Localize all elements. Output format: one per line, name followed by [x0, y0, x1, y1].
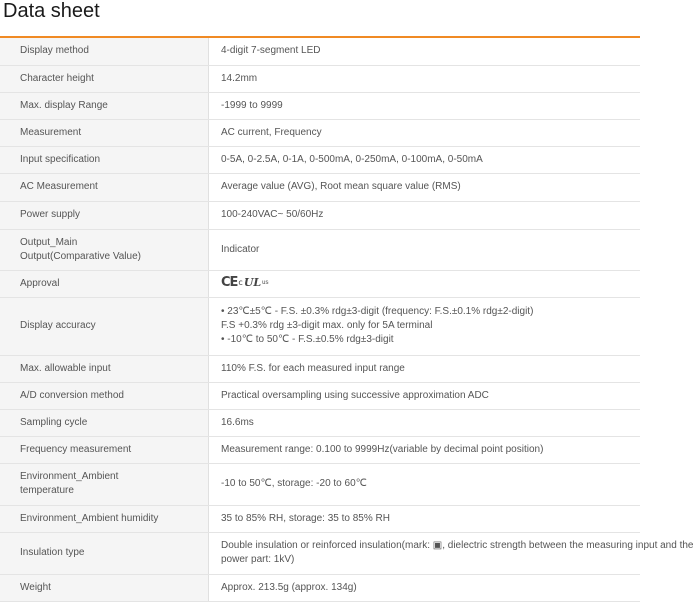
- spec-value-line: power part: 1kV): [221, 554, 295, 565]
- spec-label: [0, 297, 209, 355]
- certification-marks-icon: [221, 276, 269, 290]
- spec-value-line: Measurement range: 0.100 to 9999Hz(variable by decimal point position): [221, 443, 544, 455]
- spec-value: [209, 463, 641, 505]
- spec-row: [0, 574, 640, 601]
- spec-row: [0, 146, 640, 173]
- spec-label: [0, 355, 209, 382]
- spec-value: [209, 119, 641, 146]
- spec-value-line: • 23℃±5℃ - F.S. ±0.3% rdg±3-digit (frequency: F.S.±0.1% rdg±2-digit): [221, 306, 534, 317]
- spec-value-line: 4-digit 7-segment LED: [221, 45, 321, 57]
- spec-value-line: Practical oversampling using successive approximation ADC: [221, 389, 489, 401]
- page-title: Data sheet: [3, 0, 100, 22]
- data-sheet-table: [0, 38, 694, 602]
- spec-value-line: 16.6ms: [221, 416, 254, 428]
- spec-label-line: Weight: [20, 581, 51, 593]
- spec-value: [209, 92, 641, 119]
- spec-row: [0, 532, 640, 574]
- spec-row: [0, 270, 640, 297]
- ce-mark-icon: CE: [221, 275, 238, 290]
- spec-label: [0, 382, 209, 409]
- spec-label: [0, 409, 209, 436]
- spec-row: [0, 463, 640, 505]
- spec-value: [209, 201, 641, 229]
- spec-label-line: Max. allowable input: [20, 362, 111, 374]
- spec-label-line: Input specification: [20, 153, 101, 165]
- spec-label: [0, 270, 209, 297]
- us-mark: us: [262, 280, 269, 286]
- spec-value-line: Indicator: [221, 243, 260, 255]
- spec-value: [209, 173, 641, 201]
- spec-label-line: Output_Main: [20, 236, 78, 248]
- spec-value-line: Double insulation or reinforced insulation(mark: ▣, dielectric strength between the measuring input and the: [221, 540, 694, 551]
- spec-value-line: 14.2mm: [221, 72, 258, 84]
- spec-value: [209, 355, 641, 382]
- spec-row: [0, 38, 640, 65]
- spec-label-line: Environment_Ambient humidity: [20, 512, 159, 524]
- spec-label: [0, 65, 209, 92]
- spec-value-line: 35 to 85% RH, storage: 35 to 85% RH: [221, 512, 390, 524]
- spec-row: [0, 505, 640, 532]
- spec-value: [209, 38, 641, 65]
- spec-row: [0, 229, 640, 270]
- spec-label-line: Frequency measurement: [20, 443, 132, 455]
- spec-label: [0, 201, 209, 229]
- spec-label-line: Display accuracy: [20, 320, 96, 331]
- spec-label: [0, 92, 209, 119]
- ul-mark-icon: UL: [243, 276, 262, 289]
- spec-label-line: Environment_Ambient: [20, 471, 119, 482]
- spec-value-line: AC current, Frequency: [221, 126, 322, 138]
- spec-value: [209, 65, 641, 92]
- spec-value: [209, 574, 641, 601]
- spec-value-line: -10 to 50℃, storage: -20 to 60℃: [221, 478, 367, 489]
- spec-row: [0, 201, 640, 229]
- spec-label: [0, 229, 209, 270]
- spec-row: [0, 119, 640, 146]
- spec-value-line: 0-5A, 0-2.5A, 0-1A, 0-500mA, 0-250mA, 0-100mA, 0-50mA: [221, 153, 483, 165]
- c-mark: c: [238, 278, 243, 287]
- spec-value: [209, 409, 641, 436]
- spec-label-line: Character height: [20, 72, 94, 84]
- spec-row: [0, 382, 640, 409]
- spec-label-line: Display method: [20, 45, 89, 57]
- spec-value: [209, 146, 641, 173]
- spec-value-line: • -10℃ to 50℃ - F.S.±0.5% rdg±3-digit: [221, 334, 394, 345]
- spec-row: [0, 355, 640, 382]
- spec-value-line: 100-240VAC~ 50/60Hz: [221, 209, 324, 220]
- spec-label-line: Approval: [20, 277, 60, 289]
- spec-value: [209, 270, 641, 297]
- spec-label-line: Sampling cycle: [20, 416, 88, 428]
- spec-label-line: Output(Comparative Value): [20, 250, 141, 262]
- spec-label: [0, 146, 209, 173]
- spec-row: [0, 297, 640, 355]
- spec-row: [0, 65, 640, 92]
- spec-label-line: AC Measurement: [20, 181, 98, 192]
- spec-value-line: 110% F.S. for each measured input range: [221, 362, 405, 374]
- spec-label-line: temperature: [20, 485, 74, 496]
- spec-label: [0, 532, 209, 574]
- spec-label: [0, 574, 209, 601]
- spec-value-line: F.S +0.3% rdg ±3-digit max. only for 5A terminal: [221, 320, 433, 331]
- spec-value: [209, 505, 641, 532]
- spec-label: [0, 173, 209, 201]
- spec-label-line: Measurement: [20, 126, 82, 138]
- spec-label-line: Max. display Range: [20, 99, 108, 111]
- spec-row: [0, 173, 640, 201]
- spec-value-line: Average value (AVG), Root mean square value (RMS): [221, 181, 461, 192]
- spec-value: [209, 436, 641, 463]
- spec-value-line: Approx. 213.5g (approx. 134g): [221, 581, 357, 593]
- spec-row: [0, 436, 640, 463]
- spec-label: [0, 119, 209, 146]
- spec-value-line: -1999 to 9999: [221, 99, 283, 111]
- spec-label-line: A/D conversion method: [20, 389, 124, 401]
- spec-value: [209, 229, 641, 270]
- spec-label: [0, 38, 209, 65]
- data-sheet-body: [0, 38, 694, 601]
- spec-row: [0, 409, 640, 436]
- spec-value: [209, 297, 641, 355]
- spec-value: [209, 382, 641, 409]
- spec-label: [0, 436, 209, 463]
- spec-label-line: Power supply: [20, 209, 81, 220]
- spec-label: [0, 505, 209, 532]
- spec-label: [0, 463, 209, 505]
- spec-label-line: Insulation type: [20, 547, 85, 558]
- spec-row: [0, 92, 640, 119]
- spec-value: [209, 532, 694, 574]
